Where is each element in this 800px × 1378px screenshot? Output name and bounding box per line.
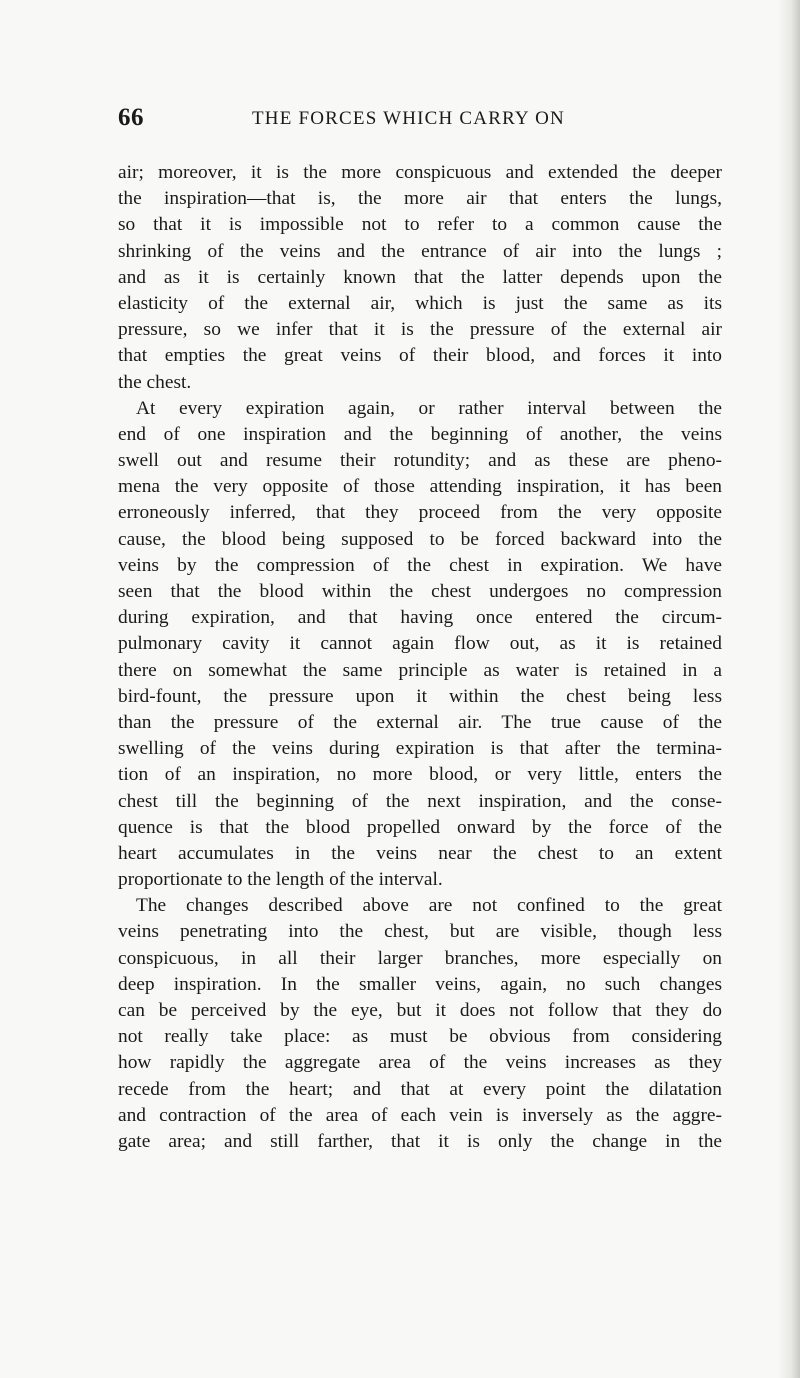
text-line: pressure, so we infer that it is the pressure of the external air (118, 319, 722, 341)
text-line: during expiration, and that having once entered the circum- (118, 607, 722, 629)
text-line: than the pressure of the external air. The true cause of the (118, 711, 722, 733)
text-line: that empties the great veins of their blood, and forces it into (118, 345, 722, 367)
text-line: so that it is impossible not to refer to a common cause the (118, 214, 722, 236)
text-line: swelling of the veins during expiration is that after the termina- (118, 738, 722, 760)
text-line: mena the very opposite of those attending inspiration, it has been (118, 476, 722, 498)
text-line: swell out and resume their rotundity; and as these are pheno- (118, 450, 722, 472)
page-edge-shadow (778, 0, 800, 1378)
text-line: recede from the heart; and that at every point the dilatation (118, 1078, 722, 1100)
text-line: chest till the beginning of the next inspiration, and the conse- (118, 790, 722, 812)
text-line: veins by the compression of the chest in expiration. We have (118, 554, 722, 576)
text-line: gate area; and still farther, that it is only the change in the (118, 1130, 722, 1152)
text-line: tion of an inspiration, no more blood, or very little, enters the (118, 764, 722, 786)
body-text (118, 160, 722, 1155)
text-line: shrinking of the veins and the entrance of air into the lungs ; (118, 240, 722, 262)
text-line: and as it is certainly known that the latter depends upon the (118, 266, 722, 288)
text-line: how rapidly the aggregate area of the veins increases as they (118, 1052, 722, 1074)
text-line: conspicuous, in all their larger branches, more especially on (118, 947, 722, 969)
text-line: heart accumulates in the veins near the chest to an extent (118, 842, 722, 864)
text-line: elasticity of the external air, which is just the same as its (118, 292, 722, 314)
text-line: At every expiration again, or rather interval between the (136, 397, 722, 419)
text-line: seen that the blood within the chest undergoes no compression (118, 581, 722, 602)
page-header (118, 104, 718, 134)
running-head: THE FORCES WHICH CARRY ON (252, 108, 565, 129)
text-line: proportionate to the length of the interval. (118, 869, 443, 891)
text-line: quence is that the blood propelled onward by the force of the (118, 816, 722, 838)
text-line: air; moreover, it is the more conspicuous and extended the deeper (118, 162, 722, 183)
text-line: the inspiration—that is, the more air that enters the lungs, (118, 188, 722, 210)
text-line: the chest. (118, 371, 192, 393)
text-line: can be perceived by the eye, but it does not follow that they do (118, 1000, 722, 1021)
text-line: pulmonary cavity it cannot again flow out, as it is retained (118, 633, 722, 655)
text-line: deep inspiration. In the smaller veins, again, no such changes (118, 973, 722, 995)
text-line: erroneously inferred, that they proceed from the very opposite (118, 502, 722, 524)
text-line: there on somewhat the same principle as water is retained in a (118, 659, 722, 681)
text-line: end of one inspiration and the beginning of another, the veins (118, 423, 722, 445)
text-line: and contraction of the area of each vein is inversely as the aggre- (118, 1104, 722, 1126)
text-line: The changes described above are not confined to the great (136, 895, 722, 917)
page-number: 66 (118, 104, 144, 131)
text-line: veins penetrating into the chest, but are visible, though less (118, 921, 722, 943)
text-line: bird-fount, the pressure upon it within the chest being less (118, 685, 722, 707)
text-line: cause, the blood being supposed to be forced backward into the (118, 528, 722, 550)
text-line: not really take place: as must be obvious from considering (118, 1026, 722, 1048)
